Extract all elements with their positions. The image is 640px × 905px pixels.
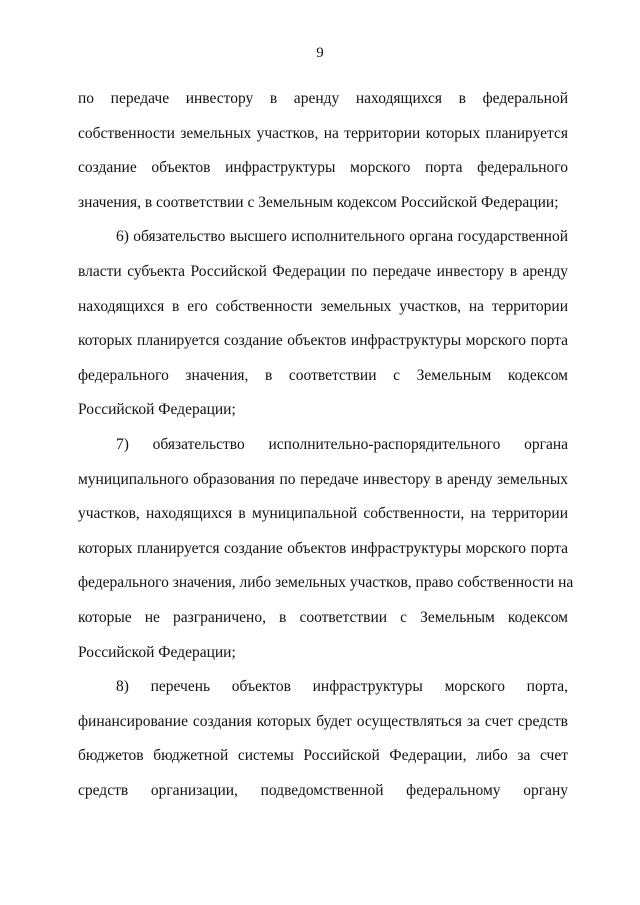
text-line: муниципального образования по передаче инвестору в аренду земельных <box>78 470 568 488</box>
text-line: собственности земельных участков, на территории которых планируется <box>78 124 568 142</box>
text-line: Российской Федерации; <box>78 401 236 419</box>
text-line: Российской Федерации; <box>78 643 236 661</box>
text-line: власти субъекта Российской Федерации по передаче инвестору в аренду <box>78 262 568 280</box>
text-line: федерального значения, в соответствии с Земельным кодексом <box>78 366 568 384</box>
text-line: которых планируется создание объектов инфраструктуры морского порта <box>78 332 568 350</box>
text-line: которых планируется создание объектов инфраструктуры морского порта <box>78 539 568 557</box>
text-line: бюджетов бюджетной системы Российской Федерации, либо за счет <box>78 747 568 765</box>
body-text <box>78 82 574 808</box>
text-line: 6) обязательство высшего исполнительного органа государственной <box>116 228 568 246</box>
text-line: находящихся в его собственности земельных участков, на территории <box>78 297 568 315</box>
text-line: 7) обязательство исполнительно-распорядительного органа <box>116 435 568 453</box>
text-line: создание объектов инфраструктуры морского порта федерального <box>78 159 568 177</box>
text-line: которые не разграничено, в соответствии с Земельным кодексом <box>78 608 568 626</box>
text-line: федерального значения, либо земельных участков, право собственности на <box>78 574 574 592</box>
text-line: средств организации, подведомственной федеральному органу <box>78 781 568 799</box>
text-line: финансирование создания которых будет осуществляться за счет средств <box>78 712 568 730</box>
text-line: значения, в соответствии с Земельным кодексом Российской Федерации; <box>78 193 559 211</box>
text-line: участков, находящихся в муниципальной собственности, на территории <box>78 505 568 523</box>
text-line: 8) перечень объектов инфраструктуры морского порта, <box>116 678 568 696</box>
text-line: по передаче инвестору в аренду находящихся в федеральной <box>78 90 568 107</box>
page-number: 9 <box>316 45 324 61</box>
